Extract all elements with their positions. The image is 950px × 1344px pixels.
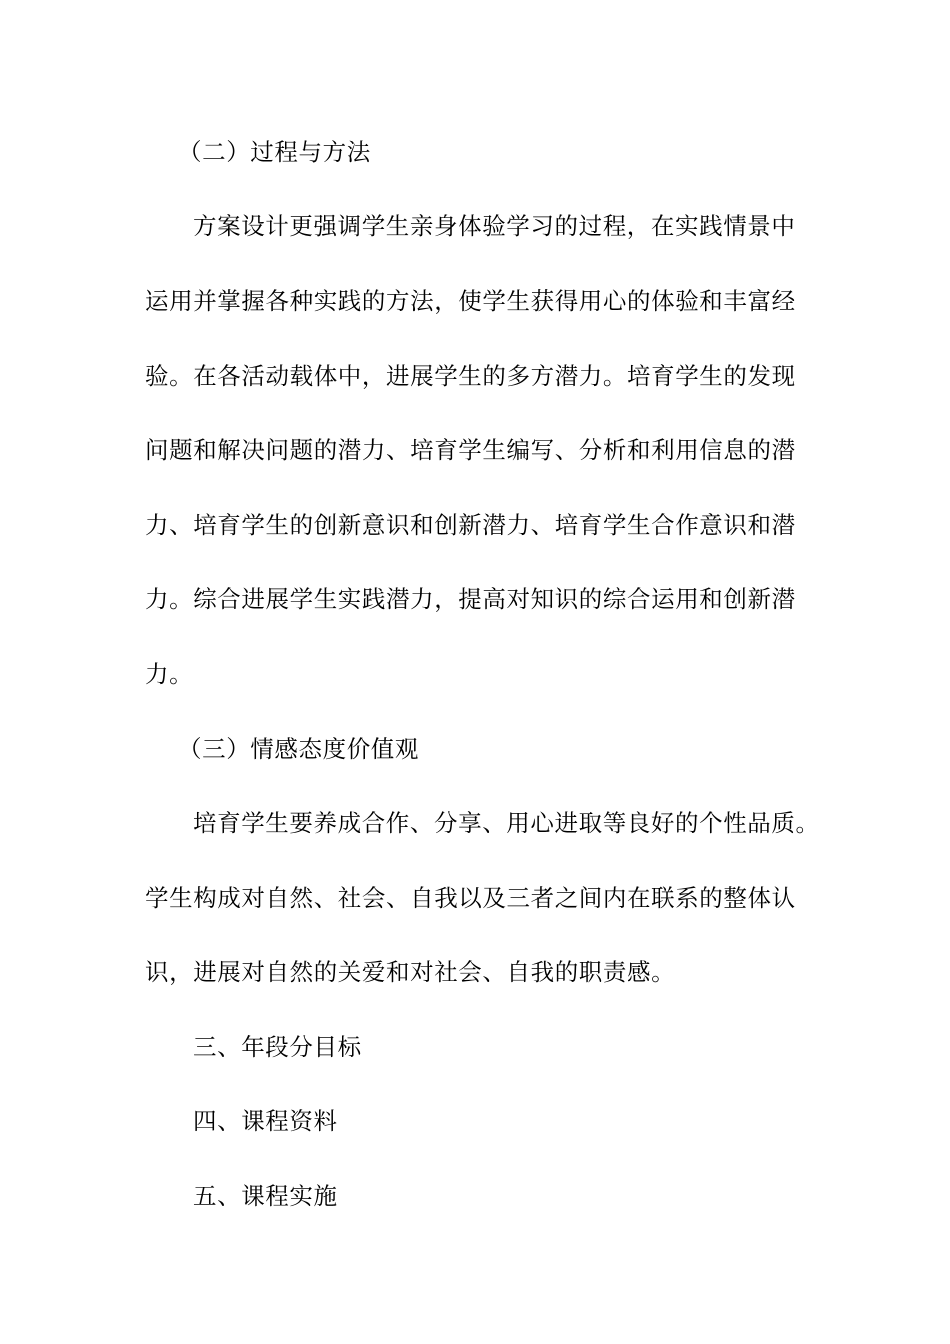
paragraph-line: 问题和解决问题的潜力、培育学生编写、分析和利用信息的潜 xyxy=(145,436,796,464)
heading-grade-goals: 三、年段分目标 xyxy=(193,1033,362,1061)
heading-course-materials: 四、课程资料 xyxy=(193,1107,338,1135)
paragraph-line: 力。 xyxy=(145,660,194,688)
paragraph-line: 力、培育学生的创新意识和创新潜力、培育学生合作意识和潜 xyxy=(145,511,796,539)
paragraph-line: 运用并掌握各种实践的方法，使学生获得用心的体验和丰富经 xyxy=(145,287,796,315)
section-heading-emotion-values: （三）情感态度价值观 xyxy=(178,735,419,763)
paragraph-line: 识，进展对自然的关爱和对社会、自我的职责感。 xyxy=(145,958,676,986)
paragraph-line: 方案设计更强调学生亲身体验学习的过程，在实践情景中 xyxy=(193,212,796,240)
section-heading-process-method: （二）过程与方法 xyxy=(178,138,371,166)
paragraph-line: 培育学生要养成合作、分享、用心进取等良好的个性品质。 xyxy=(193,809,820,837)
paragraph-line: 验。在各活动载体中，进展学生的多方潜力。培育学生的发现 xyxy=(145,362,796,390)
heading-course-implementation: 五、课程实施 xyxy=(193,1182,338,1210)
paragraph-line: 学生构成对自然、社会、自我以及三者之间内在联系的整体认 xyxy=(145,884,796,912)
paragraph-line: 力。综合进展学生实践潜力，提高对知识的综合运用和创新潜 xyxy=(145,585,796,613)
